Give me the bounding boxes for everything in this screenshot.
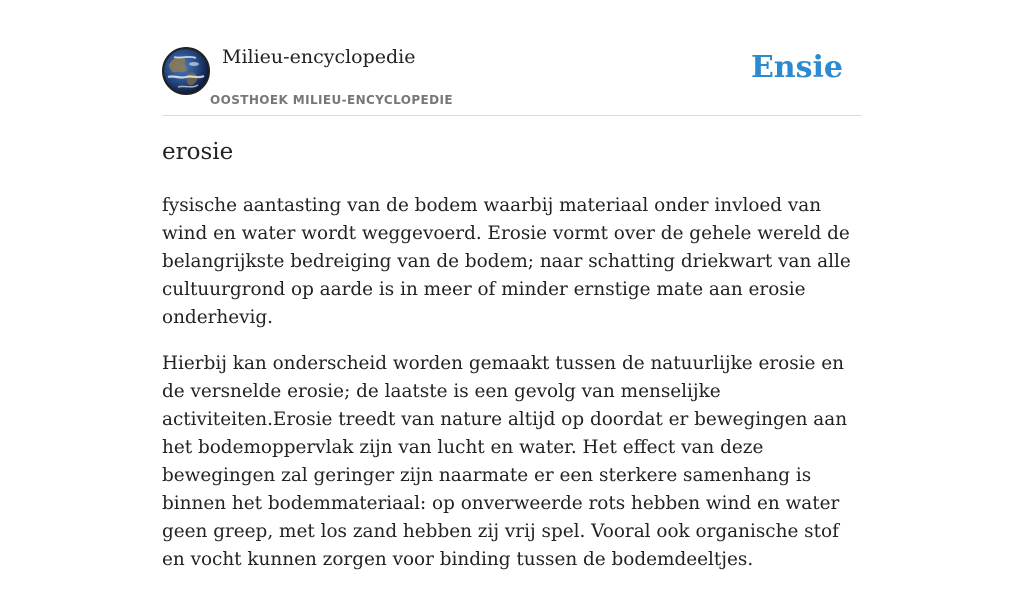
brand-logo[interactable]: Ensie: [750, 50, 843, 85]
site-title[interactable]: Milieu-encyclopedie: [222, 46, 416, 68]
entry-paragraph: fysische aantasting van de bodem waarbij materiaal onder invloed van wind en water wordt weggevoerd. Erosie vormt over de gehele wereld de belangrijkste bedreiging van de bodem; naar schatting driekwart van alle cultuurgrond op aarde is in meer of minder ernstige mate aan erosie onderhevig.: [162, 195, 851, 328]
header: [162, 0, 862, 116]
entry-content: [162, 192, 862, 592]
page: [162, 0, 862, 570]
earth-globe-icon[interactable]: [162, 47, 210, 95]
entry-paragraph: Hierbij kan onderscheid worden gemaakt tussen de natuurlijke erosie en de versnelde erosie; de laatste is een gevolg van menselijke activiteiten.Erosie treedt van nature altijd op doordat er bewegingen aan het bodemoppervlak zijn van lucht en water. Het effect van deze bewegingen zal geringer zijn naarmate er een sterkere samenhang is binnen het bodemmateriaal: op onverweerde rots hebben wind en water geen greep, met los zand hebben zij vrij spel. Vooral ook organische stof en vocht kunnen zorgen voor binding tussen de bodemdeeltjes.: [162, 353, 848, 570]
site-subtitle: OOSTHOEK MILIEU-ENCYCLOPEDIE: [210, 93, 453, 107]
entry-title: erosie: [162, 139, 234, 165]
